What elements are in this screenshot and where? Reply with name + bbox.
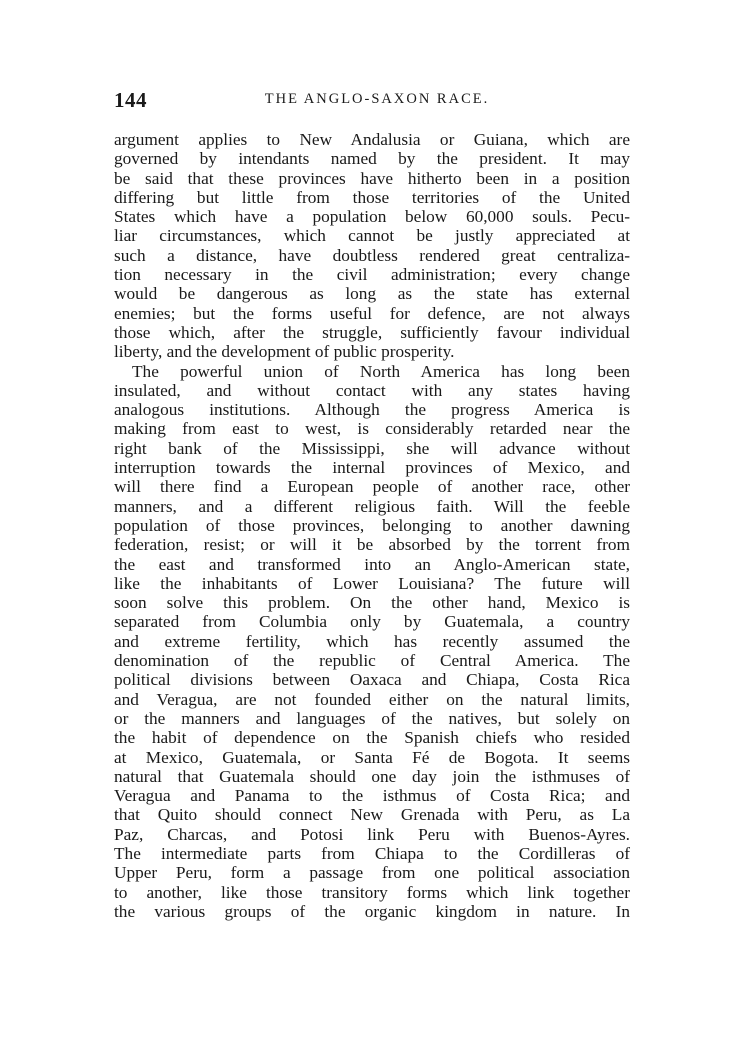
page-number: 144 (114, 88, 147, 112)
text-line: governed by intendants named by the president. It may (114, 149, 630, 169)
text-line: Upper Peru, form a passage from one political association (114, 863, 630, 883)
text-line: making from east to west, is considerably retarded near the (114, 419, 630, 439)
text-line: separated from Columbia only by Guatemala, a country (114, 612, 630, 632)
text-line: States which have a population below 60,000 souls. Pecu- (114, 207, 630, 227)
text-line: and extreme fertility, which has recently assumed the (114, 631, 630, 651)
text-line: soon solve this problem. On the other hand, Mexico is (114, 593, 630, 613)
text-line: insulated, and without contact with any states having (114, 380, 630, 400)
text-line: The intermediate parts from Chiapa to the Cordilleras of (114, 843, 630, 863)
text-line: and Veragua, are not founded either on the natural limits, (114, 689, 630, 709)
text-line: argument applies to New Andalusia or Guiana, which are (114, 130, 630, 149)
text-line: liar circumstances, which cannot be justly appreciated at (114, 226, 630, 246)
running-title: THE ANGLO-SAXON RACE. (264, 91, 490, 107)
text-line: Veragua and Panama to the isthmus of Costa Rica; and (114, 786, 630, 806)
body-text (114, 130, 630, 921)
text-line: Paz, Charcas, and Potosi link Peru with Buenos-Ayres. (114, 824, 630, 844)
text-line: federation, resist; or will it be absorbed by the torrent from (114, 535, 630, 555)
text-line: like the inhabitants of Lower Louisiana? The future will (114, 573, 630, 593)
text-line: analogous institutions. Although the progress America is (114, 400, 630, 420)
text-line: would be dangerous as long as the state has external (114, 284, 630, 304)
text-line: such a distance, have doubtless rendered great centraliza- (114, 245, 630, 265)
text-line: at Mexico, Guatemala, or Santa Fé de Bogota. It seems (114, 747, 630, 767)
text-line: right bank of the Mississippi, she will advance without (114, 438, 630, 458)
text-line: tion necessary in the civil administration; every change (114, 265, 630, 285)
text-line: political divisions between Oaxaca and Chiapa, Costa Rica (114, 670, 630, 690)
text-line: interruption towards the internal provinces of Mexico, and (114, 458, 630, 478)
text-line: enemies; but the forms useful for defence, are not always (114, 303, 630, 323)
text-line: the various groups of the organic kingdom in nature. In (114, 901, 630, 921)
text-line: differing but little from those territories of the United (114, 187, 630, 207)
text-line: that Quito should connect New Grenada with Peru, as La (114, 805, 630, 825)
text-line: to another, like those transitory forms which link together (114, 882, 630, 902)
text-line: manners, and a different religious faith. Will the feeble (114, 496, 630, 516)
text-line: the east and transformed into an Anglo-American state, (114, 554, 630, 574)
text-line: or the manners and languages of the natives, but solely on (114, 708, 630, 728)
text-line: be said that these provinces have hitherto been in a position (114, 168, 630, 188)
text-line: will there find a European people of another race, other (114, 477, 630, 497)
text-line: natural that Guatemala should one day join the isthmuses of (114, 766, 630, 786)
text-line: The powerful union of North America has long been (132, 361, 630, 381)
text-line: the habit of dependence on the Spanish chiefs who resided (114, 728, 630, 748)
text-line: those which, after the struggle, sufficiently favour individual (114, 322, 630, 342)
page-header (114, 88, 630, 114)
text-line: denomination of the republic of Central America. The (114, 651, 630, 671)
text-line: liberty, and the development of public prosperity. (114, 342, 455, 362)
text-line: population of those provinces, belonging to another dawning (114, 515, 630, 535)
